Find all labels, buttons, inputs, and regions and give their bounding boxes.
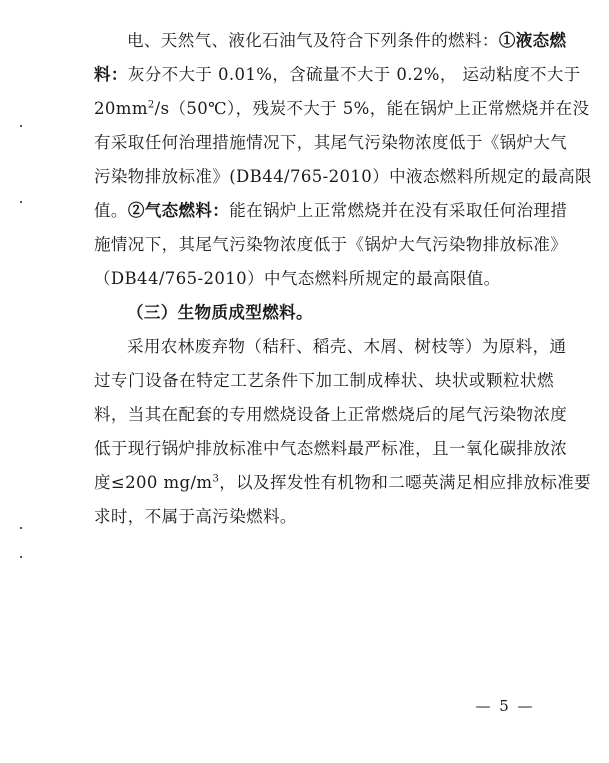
section-heading: [127, 296, 554, 330]
text-span: 料，当其在配套的专用燃烧设备上正常燃烧后的尾气污染物浓度: [94, 405, 568, 424]
text-line: [127, 330, 567, 364]
text-span: 污染物排放标准》(DB44/765-2010）中液态燃料所规定的最高限: [94, 167, 592, 186]
text-span: 度≤200 mg/m: [94, 473, 213, 492]
text-span-bold: 料：: [94, 65, 128, 84]
text-span-bold: ①液态燃: [498, 31, 567, 50]
text-span-bold: ②气态燃料：: [127, 201, 230, 220]
text-span: （三）生物质成型燃料。: [127, 303, 313, 322]
text-span: 值。: [94, 201, 128, 220]
text-line: [94, 432, 568, 466]
text-line: [94, 160, 592, 194]
text-span: （DB44/765-2010）中气态燃料所规定的最高限值。: [94, 269, 501, 288]
scan-mark: [20, 125, 22, 127]
text-line: [94, 126, 568, 160]
text-line: [94, 228, 568, 262]
text-span: 过专门设备在特定工艺条件下加工制成棒状、块状或颗粒状燃: [94, 371, 554, 390]
text-span: 灰分不大于 0.01%，含硫量不大于 0.2%， 运动粘度不大于: [127, 65, 581, 84]
text-span: 能在锅炉上正常燃烧并在没有采取任何治理措: [229, 201, 568, 220]
text-line: [94, 262, 554, 296]
text-line: [94, 398, 568, 432]
text-line: [127, 24, 567, 58]
scan-mark: [20, 556, 22, 558]
text-line: [94, 58, 581, 92]
text-line: [94, 500, 554, 534]
text-span: 低于现行锅炉排放标准中气态燃料最严标准，且一氧化碳排放浓: [94, 439, 568, 458]
text-line: [94, 194, 568, 228]
text-span: 施情况下，其尾气污染物浓度低于《锅炉大气污染物排放标准》: [94, 235, 568, 254]
scan-mark: [20, 527, 22, 529]
text-span: 20mm: [94, 99, 148, 118]
scan-mark: [20, 201, 22, 203]
text-span: ，以及挥发性有机物和二噁英满足相应排放标准要: [219, 473, 592, 492]
text-line: [94, 364, 554, 398]
text-line: [94, 466, 592, 500]
page-number: — 5 —: [475, 697, 535, 715]
text-span: 电、天然气、液化石油气及符合下列条件的燃料：: [127, 31, 499, 50]
text-span: 有采取任何治理措施情况下，其尾气污染物浓度低于《锅炉大气: [94, 133, 568, 152]
superscript: 2: [147, 99, 155, 111]
superscript: 3: [212, 473, 220, 485]
text-span: 采用农林废弃物（秸秆、稻壳、木屑、树枝等）为原料，通: [127, 337, 567, 356]
text-span: /s（50℃），残炭不大于 5%，能在锅炉上正常燃烧并在没: [154, 99, 590, 118]
text-line: [94, 92, 590, 126]
text-span: 求时，不属于高污染燃料。: [94, 507, 297, 526]
